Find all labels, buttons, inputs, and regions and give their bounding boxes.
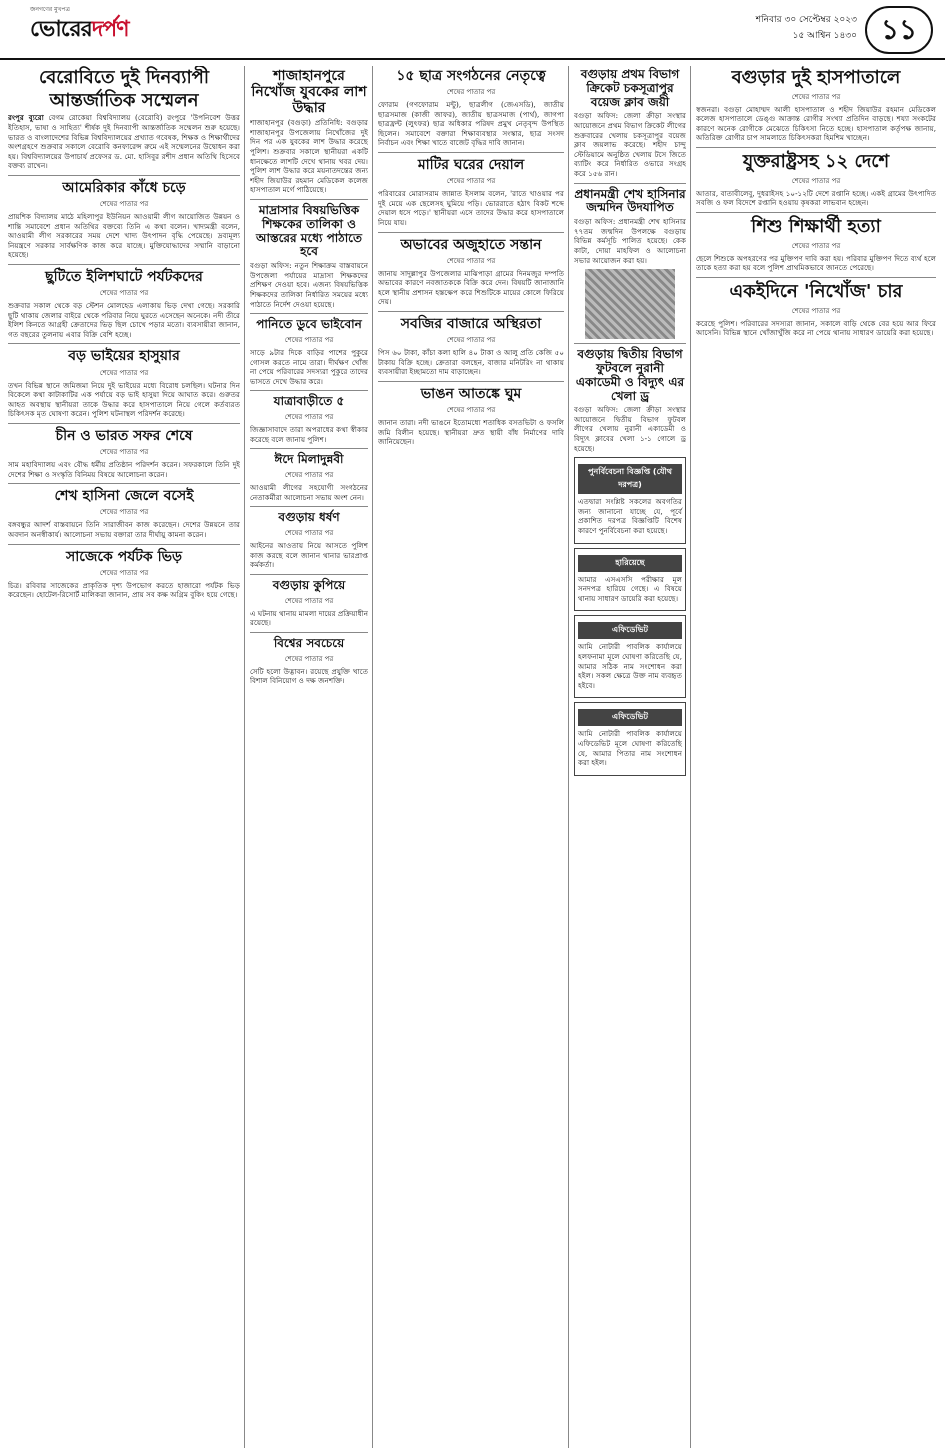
article-text: এ ঘটনায় থানায় মামলা দায়ের প্রক্রিয়াধীন রয়েছে। [250, 608, 368, 628]
divider [8, 343, 240, 344]
divider [8, 423, 240, 424]
headline: একইদিনে 'নিখোঁজ' চার [729, 280, 903, 302]
article-text: প্রায়শিক বিদ্যালয় মাঠে মহিলাপুর ইউনিয়ন আওয়ামী লীগ আয়োজিত উন্নয়ন ও শান্তি সমাবেশে প্রধান অতিথির বক্তব্যে তিনি এ কথা বলেন। খাদ্যমন্ত্রী বলেন, আওয়ামী লীগ সরকারের সময় দেশে খাদ্য উৎপাদন বৃদ্ধি পেয়েছে। দ্রব্যমূল্য নিয়ন্ত্রণে সরকার সার্বক্ষণিক কাজ করে যাচ্ছে। মুক্তিযোদ্ধাদের সম্মানি বাড়ানো হয়েছে। [8, 212, 240, 260]
logo-tagline: জনগণের মুখপত্র [30, 6, 70, 13]
headline: শেখ হাসিনা জেলে বসেই [54, 488, 194, 505]
article-text: আতার, বাতাবীলেবু, দুধরাইসহ ১০-১২টি দেশে রপ্তানি হচ্ছে। একই গ্রামের উৎপাদিত সবজি ও ফল বিদেশে রপ্তানি হওয়ায় কৃষকরা লাভবান হচ্ছেন। [696, 188, 936, 208]
article-text: জিজ্ঞাসাবাদে তারা অপরাধের কথা স্বীকার করেছে বলে জানায় পুলিশ। [250, 425, 368, 444]
divider [250, 448, 368, 449]
article-text: শাজাহানপুর (বগুড়া) প্রতিনিধি: বগুড়ার শাজাহানপুর উপজেলায় নিখোঁজের দুই দিন পর এক যুবকের লাশ উদ্ধার করেছে পুলিশ। শুক্রবার সকালে স্থানীয়রা একটি ধানক্ষেতে লাশটি দেখে থানায় খবর দেয়। পুলিশ লাশ উদ্ধার করে ময়নাতদন্তের জন্য শহীদ জিয়াউর রহমান মেডিকেল কলেজ হাসপাতাল মর্গে পাঠিয়েছে। [250, 118, 368, 195]
continuation-note: শেষের পাতার পর [446, 88, 496, 97]
lost-notice-box [574, 548, 686, 612]
divider [378, 311, 564, 312]
divider [250, 390, 368, 391]
column-rule [568, 66, 569, 1448]
headline: পানিতে ডুবে ভাইবোন [256, 317, 362, 332]
affidavit-box [574, 615, 686, 698]
column-rule [372, 66, 373, 1448]
divider [250, 199, 368, 200]
article-text: বগুড়া অফিস: নতুন শিক্ষাক্রম বাস্তবায়নে উপজেলা পর্যায়ের মাদ্রাসা শিক্ষকদের প্রশিক্ষণ দেওয়া হবে। এজন্য বিষয়ভিত্তিক শিক্ষকদের তালিকা নির্ধারিত সময়ের মধ্যে পাঠাতে নির্দেশ দেওয়া হয়েছে। [250, 261, 368, 309]
notice-title: পুনর্বিবেচনা বিজ্ঞপ্তি (যৌথ দরপত্র) [578, 464, 682, 494]
continuation-note: শেষের পাতার পর [791, 176, 841, 185]
article-text: স্বজনরা। বগুড়া মোহাম্মদ আলী হাসপাতাল ও শহীদ জিয়াউর রহমান মেডিকেল কলেজ হাসপাতালে ডেঙ্গু আক্রান্ত রোগীর সংখ্যা প্রতিদিন বাড়ছে। শয্যা সংকটের কারণে অনেক রোগীকে মেঝেতে চিকিৎসা নিতে হচ্ছে। হাসপাতাল কর্তৃপক্ষ জানায়, অতিরিক্ত রোগীর চাপ সামলাতে চিকিৎসকরা হিমশিম খাচ্ছেন। [696, 104, 936, 143]
divider [378, 152, 564, 153]
headline: বগুড়ার দুই হাসপাতালে [731, 67, 901, 88]
headline: শাজাহানপুরে নিখোঁজ যুবকের লাশ উদ্ধার [251, 68, 367, 117]
affidavit-text: আমি নোটারী পাবলিক কার্যালয়ে এফিডেভিট মূলে ঘোষণা করিতেছি যে, আমার পিতার নাম সংশোধন করা হইল। [578, 729, 682, 768]
continuation-note: শেষের পাতার পর [446, 177, 496, 186]
column-4 [574, 66, 686, 1448]
headline: ভাঙন আতঙ্কে ঘুম [420, 385, 522, 402]
date-bangla: ১৫ আশ্বিন ১৪৩০ [792, 31, 857, 41]
headline: বিশ্বের সবচেয়ে [273, 635, 345, 650]
news-photo [585, 269, 675, 339]
affidavit-title: এফিডেভিট [578, 622, 682, 639]
headline: বড় ভাইয়ের হাসুয়ার [68, 348, 180, 365]
divider [8, 544, 240, 545]
headline: যাত্রাবাড়ীতে ৫ [273, 394, 345, 409]
notice-text: এতদ্বারা সংশ্লিষ্ট সকলের অবগতির জন্য জানানো যাচ্ছে যে, পূর্বে প্রকাশিত দরপত্র বিজ্ঞপ্তিটি বিশেষ কারণে পুনর্বিবেচনা করা হয়েছে। [578, 497, 682, 536]
lost-notice-title: হারিয়েছে [578, 555, 682, 572]
notice-box [574, 457, 686, 543]
continuation-note: শেষের পাতার পর [99, 289, 149, 298]
headline: ঈদে মিলাদুন্নবী [274, 452, 344, 467]
headline: বগুড়ায় প্রথম বিভাগ ক্রিকেট চকসূত্রাপুর বয়েজ ক্লাব জয়ী [580, 67, 680, 109]
continuation-note: শেষের পাতার পর [446, 405, 496, 414]
continuation-note: শেষের পাতার পর [99, 568, 149, 577]
article-body [8, 113, 240, 171]
continuation-note: শেষের পাতার পর [99, 368, 149, 377]
article-text: বগুড়া অফিস: প্রধানমন্ত্রী শেখ হাসিনার ৭৭তম জন্মদিন উপলক্ষে বগুড়ায় বিভিন্ন কর্মসূচি পালিত হয়েছে। কেক কাটা, দোয়া মাহফিল ও আলোচনা সভার আয়োজন করা হয়। [574, 217, 686, 265]
article-text: বঙ্গবন্ধুর আদর্শ বাস্তবায়নে তিনি সারাজীবন কাজ করেছেন। দেশের উন্নয়নে তার অবদান অনস্বীকার্য। আলোচনা সভায় বক্তারা তার দীর্ঘায়ু কামনা করেন। [8, 520, 240, 539]
continuation-note: শেষের পাতার পর [284, 596, 334, 605]
headline: ছুটিতে ইলিশঘাটে পর্যটকদের [45, 269, 203, 285]
article-text: জানান তারা। নদী ভাঙনে ইতোমধ্যে শতাধিক বসতভিটা ও ফসলি জমি বিলীন হয়েছে। স্থানীয়রা দ্রুত স্থায়ী বাঁধ নির্মাণের দাবি জানিয়েছেন। [378, 417, 564, 447]
divider [8, 175, 240, 176]
logo-text-b: দর্পণ [91, 17, 129, 42]
logo-text-a: ভোরের [30, 17, 92, 42]
divider [696, 212, 936, 213]
article-text: ছেলে শিশুকে অপহরণের পর মুক্তিপণ দাবি করা হয়। পরিবার মুক্তিপণ দিতে ব্যর্থ হলে তাকে হত্যা করা হয় বলে পুলিশ প্রাথমিকভাবে জানতে পেরেছে। [696, 253, 936, 273]
continuation-note: শেষের পাতার পর [446, 256, 496, 265]
column-3 [378, 66, 564, 1448]
divider [378, 232, 564, 233]
article-text: ফোরাম (গণফোরাম মন্টু), ছাত্রলীগ (জেএসডি), জাতীয় ছাত্রসমাজ (কাজী জাফর), জাতীয় ছাত্রসমাজ (পার্থ), জাগপা ছাত্রফ্রন্ট (লুৎফর) ছাত্র অধিকার পরিষদ প্রমুখ নেতৃবৃন্দ উপস্থিত ছিলেন। সমাবেশে বক্তারা শিক্ষাব্যবস্থার সংস্কার, ছাত্র সংসদ নির্বাচন এবং শিক্ষা খাতে বাজেট বৃদ্ধির দাবি জানান। [378, 100, 564, 148]
article-text: সাম মহাবিদ্যালয় এবং বৌদ্ধ ধর্মীয় প্রতিষ্ঠান পরিদর্শন করেন। সফরকালে তিনি দুই দেশের শিক্ষা ও সংস্কৃতি বিনিময় বিষয়ে আলোচনা করেন। [8, 460, 240, 479]
headline: আন্তর্জাতিক সম্মেলন [49, 89, 199, 111]
article-text: চিত্র। রবিবার সাজেকের প্রাকৃতিক দৃশ্য উপভোগ করতে হাজারো পর্যটক ভিড় করেছেন। হোটেল-রিসোর্ট মালিকরা জানান, প্রায় সব কক্ষ অগ্রিম বুকিং হয়ে গেছে। [8, 580, 240, 600]
article-text: শুক্রবার সকাল থেকে বড় স্টেশন মোলহেড এলাকায় ভিড় দেখা গেছে। সরকারি ছুটি থাকায় জেলার বাইরে থেকে পরিবার নিয়ে ঘুরতে এসেছেন অনেকে। নদী তীরে ইলিশ কিনতে আগ্রহী ক্রেতাদের ভিড় ছিল চোখে পড়ার মতো। ব্যবসায়ীরা জানান, গত বছরের তুলনায় এবার বিক্রি বেশি হচ্ছে। [8, 301, 240, 339]
headline: বগুড়ায় দ্বিতীয় বিভাগ ফুটবলে নুরানী একাডেমী ও বিদ্যুৎ এর খেলা ড্র [575, 347, 685, 403]
article-text: আওয়ামী লীগের সহযোগী সংগঠনের নেতাকর্মীরা আলোচনা সভায় অংশ নেন। [250, 483, 368, 502]
divider [250, 313, 368, 314]
headline: সবজির বাজারে অস্থিরতা [400, 316, 542, 332]
masthead [0, 0, 945, 60]
dateline: রংপুর ব্যুরো [8, 113, 44, 123]
headline: বেরোবিতে দুই দিনব্যাপী [38, 67, 210, 88]
affidavit-box [574, 702, 686, 775]
article-text: সাড়ে ৯টার দিকে বাড়ির পাশের পুকুরে গোসল করতে নামে তারা। দীর্ঘক্ষণ খোঁজ না পেয়ে পরিবারের সদস্যরা পুকুরে তাদের ভাসতে দেখে উদ্ধার করে। [250, 347, 368, 386]
newspaper-logo [30, 12, 129, 44]
article-text: বেগম রোকেয়া বিশ্ববিদ্যালয় (বেরোবি) রংপুরে 'উপনিবেশ উত্তর ইতিহাস, ভাষা ও সাহিত্য' শীর্ষক দুই দিনব্যাপী আন্তর্জাতিক সম্মেলন শুরু হয়েছে। ভারত ও বাংলাদেশের বিভিন্ন বিশ্ববিদ্যালয়ের প্রখ্যাত গবেষক, শিক্ষক ও শিক্ষার্থীদের অংশগ্রহণে শুক্রবার সকালে বেরোবি কনফারেন্স রুমে এই সম্মেলনের উদ্বোধন করা হয়। বিশ্ববিদ্যালয়ের উপাচার্য প্রফেসর ড. মো. হাসিবুর রশীদ প্রধান অতিথি হিসেবে বক্তব্য রাখেন। [8, 113, 240, 171]
headline: মাটির ঘরের দেয়াল [417, 157, 525, 174]
headline: ১৫ ছাত্র সংগঠনের নেতৃত্বে [396, 68, 546, 84]
article-text: বগুড়া অফিস: জেলা ক্রীড়া সংস্থার আয়োজনে প্রথম বিভাগ ক্রিকেট লীগের শুক্রবারের খেলায় চকসূত্রাপুর বয়েজ ক্লাব জয়লাভ করেছে। শহীদ চান্দু স্টেডিয়ামে অনুষ্ঠিত খেলায় টসে জিতে ব্যাটিং করে নির্ধারিত ওভারে সংগ্রহ করে ১৫৬ রান। [574, 111, 686, 178]
continuation-note: শেষের পাতার পর [446, 336, 496, 345]
headline: বগুড়ায় ধর্ষণ [278, 510, 340, 525]
divider [574, 343, 686, 344]
column-5 [696, 66, 936, 1448]
divider [574, 183, 686, 184]
headline: চীন ও ভারত সফর শেষে [55, 427, 193, 444]
page-number: ১১ [865, 6, 933, 54]
article-text: করেছে পুলিশ। পরিবারের সদস্যরা জানান, সকালে বাড়ি থেকে বের হয়ে আর ফিরে আসেনি। বিভিন্ন স্থানে খোঁজাখুঁজি করে না পেয়ে থানায় সাধারণ ডায়েরি করা হয়েছে। [696, 318, 936, 338]
headline: মাদ্রাসার বিষয়ভিত্তিক শিক্ষকের তালিকা ও আস্তরের মধ্যে পাঠাতে হবে [255, 203, 363, 259]
headline: যুক্তরাষ্ট্রসহ ১২ দেশে [742, 151, 890, 173]
divider [250, 574, 368, 575]
article-text: সেটি হলো উদ্ভাবন। রয়েছে প্রযুক্তি খাতে বিশাল বিনিয়োগ ও দক্ষ জনশক্তি। [250, 666, 368, 686]
continuation-note: শেষের পাতার পর [791, 306, 841, 315]
divider [378, 381, 564, 382]
continuation-note: শেষের পাতার পর [99, 448, 149, 457]
article-text: বগুড়া অফিস: জেলা ক্রীড়া সংস্থার আয়োজনে দ্বিতীয় বিভাগ ফুটবল লীগের খেলায় নুরানী একাডেমী ও বিদ্যুৎ ক্লাবের খেলা ১-১ গোলে ড্র হয়েছে। [574, 405, 686, 453]
headline: শিশু শিক্ষার্থী হত্যা [751, 215, 881, 237]
headline: সাজেকে পর্যটক ভিড় [65, 548, 183, 565]
article-text: আইনের আওতায় নিয়ে আসতে পুলিশ কাজ করছে বলে জানান থানার ভারপ্রাপ্ত কর্মকর্তা। [250, 541, 368, 570]
continuation-note: শেষের পাতার পর [284, 335, 334, 344]
headline: বগুড়ায় কুপিয়ে [272, 577, 346, 592]
column-1 [8, 66, 240, 1448]
divider [696, 147, 936, 148]
affidavit-title: এফিডেভিট [578, 709, 682, 726]
column-rule [690, 66, 691, 1448]
divider [250, 632, 368, 633]
divider [250, 506, 368, 507]
article-text: পিস ৬০ টাকা, কাঁচা কলা হালি ৪০ টাকা ও আলু প্রতি কেজি ৫০ টাকায় বিক্রি হচ্ছে। ক্রেতারা বলছেন, বাজার মনিটরিং না থাকায় ব্যবসায়ীরা ইচ্ছামতো দাম বাড়াচ্ছেন। [378, 348, 564, 377]
continuation-note: শেষের পাতার পর [99, 200, 149, 209]
headline: প্রধানমন্ত্রী শেখ হাসিনার জন্মদিন উদযাপিত [574, 186, 686, 215]
continuation-note: শেষের পাতার পর [284, 529, 334, 538]
divider [8, 264, 240, 265]
continuation-note: শেষের পাতার পর [99, 508, 149, 517]
lost-notice-text: আমার এসএসসি পরীক্ষার মূল সনদপত্র হারিয়ে গেছে। এ বিষয়ে থানায় সাধারণ ডায়েরি করা হয়েছে। [578, 574, 682, 603]
article-text: তখন বিভিন্ন স্থানে জমিজমা নিয়ে দুই ভাইয়ের মধ্যে বিরোধ চলছিল। ঘটনার দিন বিকেলে কথা কাটাকাটির এক পর্যায়ে বড় ভাই হাসুয়া দিয়ে আঘাত করে। গুরুতর আহত অবস্থায় স্থানীয়রা তাকে উদ্ধার করে হাসপাতালে নিয়ে গেলে কর্তব্যরত চিকিৎসক মৃত ঘোষণা করেন। পুলিশ ঘটনাস্থল পরিদর্শন করেছে। [8, 380, 240, 419]
divider [696, 277, 936, 278]
affidavit-text: আমি নোটারী পাবলিক কার্যালয়ে হলফনামা মূলে ঘোষণা করিতেছি যে, আমার সঠিক নাম সংশোধন করা হইল। সকল ক্ষেত্রে উক্ত নাম ব্যবহৃত হইবে। [578, 642, 682, 690]
continuation-note: শেষের পাতার পর [791, 92, 841, 101]
continuation-note: শেষের পাতার পর [791, 241, 841, 250]
divider [8, 483, 240, 484]
headline: অভাবের অজুহাতে সন্তান [400, 236, 542, 253]
date-english: শনিবার ৩০ সেপ্টেম্বর ২০২৩ [755, 15, 857, 25]
column-2 [250, 66, 368, 1448]
continuation-note: শেষের পাতার পর [284, 471, 334, 480]
headline: আমেরিকার কাঁধে চড়ে [62, 179, 186, 196]
continuation-note: শেষের পাতার পর [284, 413, 334, 422]
article-text: পরিবারের মোরাসরাম জান্নাত ইসলাম বলেন, 'রাতে খাওয়ার পর দুই মেয়ে এক ছেলেসহ ঘুমিয়ে পড়ি। ভোররাতে হঠাৎ বিকট শব্দে দেয়াল ধসে পড়ে।' স্থানীয়রা এসে তাদের উদ্ধার করে হাসপাতালে নিয়ে যায়। [378, 189, 564, 227]
article-text: জানায় সাদুল্লাপুর উপজেলার মাঝিপাড়া গ্রামের দিনমজুর দম্পতি অভাবের কারণে নবজাতককে বিক্রি করে দেন। বিষয়টি জানাজানি হলে স্থানীয় প্রশাসন হস্তক্ষেপ করে শিশুটিকে মায়ের কোলে ফিরিয়ে দেয়। [378, 268, 564, 307]
column-rule [244, 66, 245, 1448]
continuation-note: শেষের পাতার পর [284, 654, 334, 663]
